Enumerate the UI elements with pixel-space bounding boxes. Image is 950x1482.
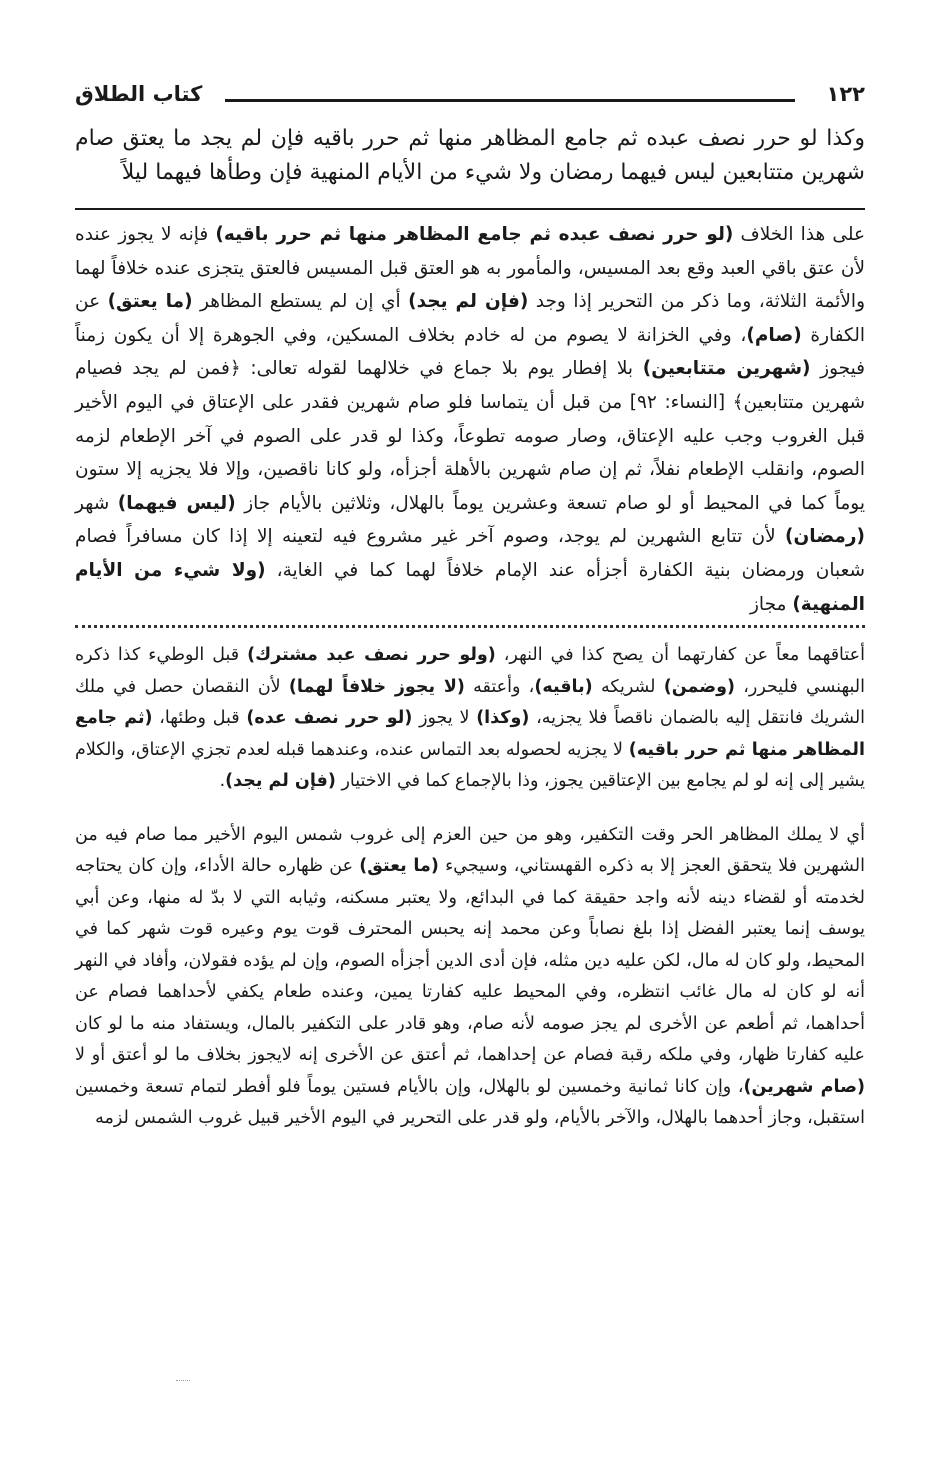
hashiya-paragraph-1 [75,640,865,798]
bold-quote-segment: (صام) [746,324,802,346]
hashiya-footnotes [75,640,865,1135]
text-segment: ، وأعتقه [464,676,535,697]
text-segment: أي إن لم يستطع المظاهر [192,291,409,313]
text-segment: عن الكفارة [75,291,865,346]
text-segment: أعتاقهما معاً عن كفارتهما أن يصح كذا في النهر، [495,645,865,666]
dotted-separator [75,625,865,628]
bold-quote-segment: (رمضان) [785,526,865,548]
page-bottom-mark [176,1380,190,1381]
bold-quote-segment: (ولو حرر نصف عبد مشترك) [247,645,496,666]
bold-quote-segment: (فإن لم يجد) [408,291,529,313]
bold-quote-segment: (صام شهرين) [743,1076,865,1097]
text-segment: مجاز [750,593,793,615]
header-rule [225,99,795,102]
text-segment: . [219,771,226,792]
matn-separator [75,208,865,210]
text-segment: قبل وطئها، [152,708,247,729]
text-segment: لأن تتابع الشهرين لم يوجد، وصوم آخر غير مشروع فيه لتعينه إلا إذا كان مسافراً فصام شعبان ورمضان بنية الكفارة أجزأه عند الإمام خلافاً لهما كما في الغاية، [75,526,865,581]
hashiya-paragraph-2 [75,820,865,1135]
sharh-commentary [75,218,865,621]
bold-quote-segment: (وكذا) [476,708,530,729]
page-number: ١٢٢ [826,82,865,106]
bold-quote-segment: (ثم جامع المظاهر منها ثم حرر باقيه) [75,708,866,760]
bold-quote-segment: (ليس فيهما) [117,492,236,514]
book-title: كتاب الطلاق [75,82,203,106]
bold-quote-segment: (لو حرر نصف عبده ثم جامع المظاهر منها ثم حرر باقيه) [215,224,734,245]
paragraph-gap [75,798,865,820]
bold-quote-segment: (ما يعتق) [359,856,439,877]
matn-text: وكذا لو حرر نصف عبده ثم جامع المظاهر منها ثم حرر باقيه فإن لم يجد ما يعتق صام شهرين متتابعين ليس فيهما رمضان ولا شيء من الأيام المنهية فإن وطأها فيهما ليلاً [75,126,865,185]
bold-quote-segment: (ولا شيء من الأيام المنهية) [75,559,865,615]
text-segment: على هذا الخلاف [733,224,865,245]
text-segment: لا يجزيه لحصوله بعد التماس عنده، وعندهما قبله لعدم تجزي الإعتاق، والكلام يشير إلى إنه لو لم يجامع بين الإعتاقين يجوز، وذا بالإجماع كما في الاختيار [75,739,865,792]
text-segment: ، وإن كانا ثمانية وخمسين لو بالهلال، وإن بالأيام فستين يوماً فلو أفطر لتمام تسعة وخمسين استقبل، وجاز أحدهما بالهلال، والآخر بالأيام، ولو قدر على التحرير في اليوم الأخير قبيل غروب الشمس لزمه [75,1076,865,1129]
text-segment: لشريكه [592,676,664,697]
bold-quote-segment: (لو حرر نصف عده) [246,708,413,729]
text-segment: ، وفي الخزانة لا يصوم من له خادم بخلاف المسكين، وفي الجوهرة إلا أن يكون زمناً فيجوز [75,324,866,380]
text-segment: عن ظهاره حالة الأداء، وإن كان يحتاجه لخدمته أو لقضاء دينه لأنه واجد حقيقة كما في البدائع، ولا يعتبر مسكنه، وثيابه التي لا بدّ له منها، وعن أبي يوسف إنما يعتبر الفضل إذا بلغ نصاباً وعن محمد إنه يحبس المحترف قوت يوم وعيره قوت شهر كما في المحيط، ولو كان له مال، لكن عليه دين مثله، فإن أدى الدين أجزأه الصوم، وإن لم يؤده فقولان، وأفاد في النهر أنه لو كان له مال غائب انتظره، وفي المحيط عليه كفارتا يمين، وعنده طعام يكفي لأحداهما فصام عن أحداهما، ثم أطعم عن الأخرى لم يجز صومه لأنه صام، وهو قادر على التكفير بالمال، ويستفاد منه ما لو كان عليه كفارتا ظهار، وفي ملكه رقبة فصام عن إحداهما، ثم أعتق عن الأخرى إنه لايجوز بخلاف ما لو أعتق أو لا [75,856,865,1066]
text-segment: لأن النقصان حصل في ملك الشريك فانتقل إليه بالضمان ناقصاً فلا يجزيه، [75,676,866,729]
text-segment: قبل الوطيء كذا ذكره البهنسي فليحرر، [75,645,866,697]
bold-quote-segment: (ما يعتق) [107,291,193,313]
text-segment: بلا إفطار يوم بلا جماع في خلالهما لقوله تعالى: ﴿فمن لم يجد فصيام شهرين متتابعين﴾ [النساء: ٩٢] من قبل أن يتماسا فلو صام شهرين فقدر على الإعتاق في اليوم الأخير قبل الغروب وجب عليه الإعتاق، وصار صومه تطوعاً، وكذا لو قدر على الصوم في آخر الإطعام لزمه الصوم، وانقلب الإطعام نفلاً، ثم إن صام شهرين بالأهلة أجزأه، ولو كانا ناقصين، وإلا فلا يجزيه إلا ستون يوماً كما في المحيط أو لو صام تسعة وعشرين يوماً بالهلال، وثلاثين بالأيام جاز [75,358,865,514]
bold-quote-segment: (باقيه) [534,676,593,697]
bold-quote-segment: (فإن لم يجد) [225,771,336,792]
text-segment: فإنه لا يجوز عنده لأن عتق باقي العبد وقع بعد المسيس، والمأمور به هو العتق قبل المسيس فالعتق يتجزى عنده خلافاً لهما والأئمة الثلاثة، وما ذكر من التحرير إذا وجد [75,224,866,313]
page-header [75,80,865,114]
text-segment: أي لا يملك المظاهر الحر وقت التكفير، وهو من حين العزم إلى غروب شمس اليوم الأخير مما صام فيه من الشهرين فلا يتحقق العجز إلا به ذكره القهستاني، وسيجيء [75,824,865,877]
book-page [75,80,865,1135]
bold-quote-segment: (شهرين متتابعين) [642,358,811,380]
text-segment: لا يجوز [412,708,477,729]
sharh-paragraph [75,218,865,621]
bold-quote-segment: (وضمن) [663,676,735,697]
text-segment: شهر [75,492,118,514]
bold-quote-segment: (لا يجوز خلافاً لهما) [288,676,465,697]
